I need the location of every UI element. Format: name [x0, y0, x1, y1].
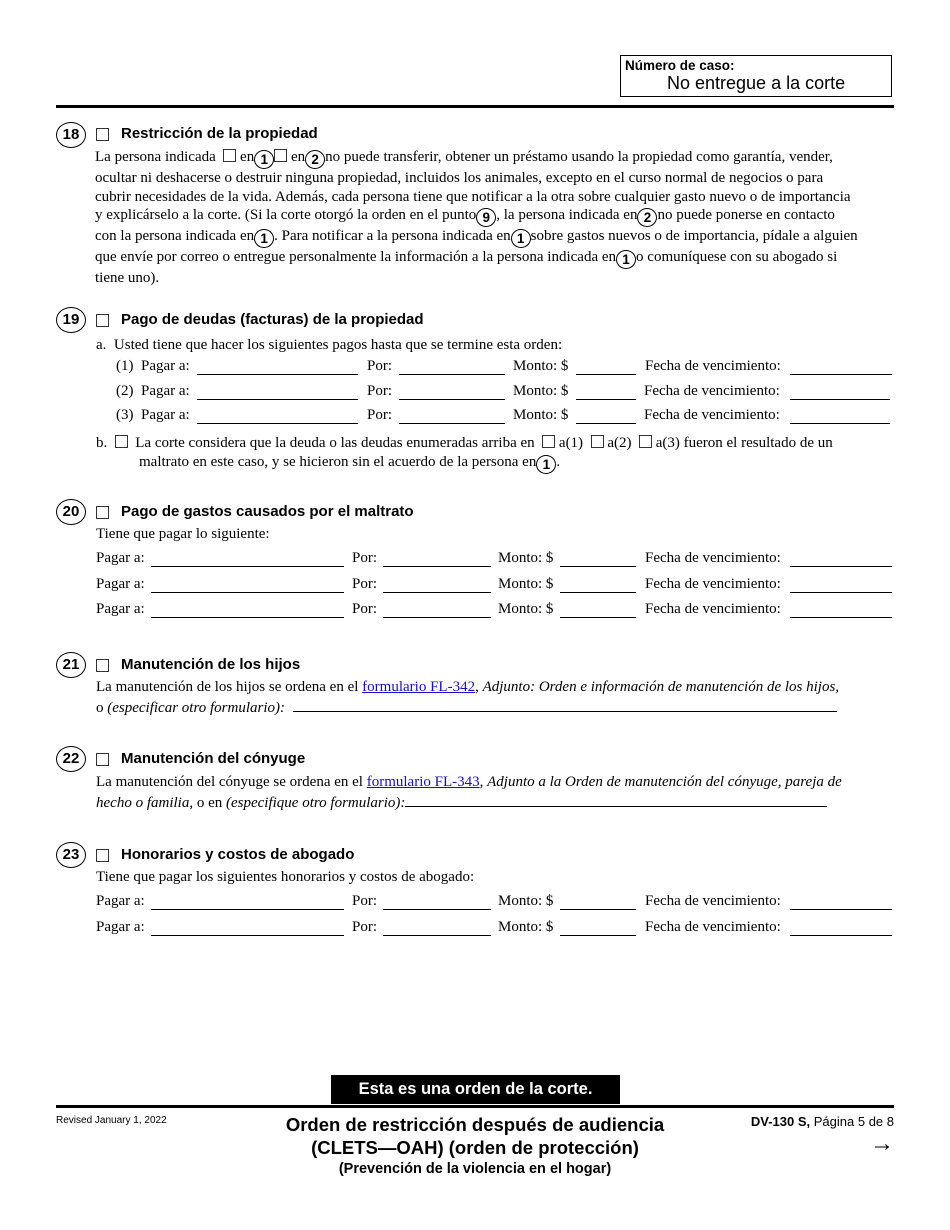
s20-3-due-field[interactable]	[790, 603, 892, 618]
s20-1-amount-field[interactable]	[560, 552, 636, 567]
s20-payment-row: Pagar a: Por: Monto: $ Fecha de vencimiento:	[96, 576, 896, 596]
s18-line-4: y explicárselo a la corte. (Si la corte otorgó la orden en el punto 9 , la persona indicada en 2 no puede ponerse en contacto	[95, 207, 835, 226]
s19-3-for-field[interactable]	[399, 409, 505, 424]
s18-line-6: que envíe por correo o entregue personalmente la información a la persona indicada en 1 o comuníquese con su abogado si	[95, 249, 838, 268]
s22-line-2: hecho o familia, o en (especifique otro formulario):	[96, 792, 827, 813]
ref-circle-2: 2	[637, 208, 657, 227]
s20-2-amount-field[interactable]	[560, 578, 636, 593]
s20-intro: Tiene que pagar lo siguiente:	[96, 526, 270, 542]
section-19-title: Pago de deudas (facturas) de la propiedad	[121, 311, 424, 328]
s23-1-for-field[interactable]	[383, 895, 491, 910]
s20-1-due-field[interactable]	[790, 552, 892, 567]
s23-1-pay-to-field[interactable]	[151, 895, 344, 910]
s19-1-due-field[interactable]	[790, 360, 892, 375]
s21-line-1: La manutención de los hijos se ordena en el formulario FL-342, Adjunto: Orden e información de manutención de los hijos,	[96, 679, 840, 695]
s18-person-2-checkbox[interactable]	[274, 149, 287, 162]
section-20-title: Pago de gastos causados por el maltrato	[121, 503, 414, 520]
s19-1-for-field[interactable]	[399, 360, 505, 375]
s20-2-for-field[interactable]	[383, 578, 491, 593]
footer-rule	[56, 1105, 894, 1108]
s23-1-amount-field[interactable]	[560, 895, 636, 910]
s19-b-checkbox[interactable]	[115, 435, 128, 448]
s19-1-pay-to-field[interactable]	[197, 360, 358, 375]
s20-2-pay-to-field[interactable]	[151, 578, 344, 593]
section-21-title: Manutención de los hijos	[121, 656, 301, 673]
section-number-18: 18	[56, 122, 86, 148]
section-19-checkbox[interactable]	[96, 314, 109, 327]
s23-2-for-field[interactable]	[383, 921, 491, 936]
court-order-banner: Esta es una orden de la corte.	[331, 1075, 620, 1104]
ref-circle-1: 1	[536, 455, 556, 474]
s19-b-a3-checkbox[interactable]	[639, 435, 652, 448]
ref-circle-1: 1	[616, 250, 636, 269]
s22-line-1: La manutención del cónyuge se ordena en el formulario FL-343, Adjunto a la Orden de manutención del cónyuge, pareja de	[96, 774, 842, 790]
s19-2-pay-to-field[interactable]	[197, 385, 358, 400]
s19-b-a1-checkbox[interactable]	[542, 435, 555, 448]
s19-a-line: a. Usted tiene que hacer los siguientes pagos hasta que se termine esta orden:	[96, 337, 563, 353]
form-title: Orden de restricción después de audiencia (CLETS—OAH) (orden de protección)	[285, 1114, 665, 1158]
next-page-arrow-icon[interactable]: →	[870, 1130, 894, 1157]
s23-intro: Tiene que pagar los siguientes honorarios y costos de abogado:	[96, 869, 475, 885]
s19-2-due-field[interactable]	[790, 385, 890, 400]
s19-1-amount-field[interactable]	[576, 360, 636, 375]
form-subtitle: (Prevención de la violencia en el hogar)	[338, 1161, 612, 1177]
s23-2-amount-field[interactable]	[560, 921, 636, 936]
section-23-title: Honorarios y costos de abogado	[121, 846, 355, 863]
case-number-box	[620, 55, 892, 97]
s19-b-line-1: b. La corte considera que la deuda o las deudas enumeradas arriba en a(1) a(2) a(3) fueron el resultado de un	[96, 435, 833, 451]
s22-other-form-field[interactable]	[405, 792, 827, 807]
section-18-body	[95, 148, 858, 288]
form-id: DV-130 S,	[750, 1114, 811, 1129]
s20-3-for-field[interactable]	[383, 603, 491, 618]
form-fl-342-link[interactable]: formulario FL-342	[362, 679, 476, 695]
s21-line-2: o (especificar otro formulario):	[96, 697, 837, 718]
s23-2-pay-to-field[interactable]	[151, 921, 344, 936]
s23-1-due-field[interactable]	[790, 895, 892, 910]
ref-circle-1: 1	[254, 229, 274, 248]
s19-2-for-field[interactable]	[399, 385, 505, 400]
s18-line-2: ocultar ni deshacerse o destruir ninguna propiedad, incluidos los animales, excepto en el curso normal de negocios o para	[95, 170, 824, 186]
s20-1-pay-to-field[interactable]	[151, 552, 344, 567]
s19-b-a2-checkbox[interactable]	[591, 435, 604, 448]
s18-line-7: tiene uno).	[95, 270, 160, 287]
s18-line-5: con la persona indicada en 1 . Para notificar a la persona indicada en 1 sobre gastos nuevos o de importancia, pídale a alguien	[95, 228, 858, 247]
revised-date: Revised January 1, 2022	[56, 1115, 167, 1126]
section-22-checkbox[interactable]	[96, 753, 109, 766]
s18-person-1-checkbox[interactable]	[223, 149, 236, 162]
page-number: Página 5 de 8	[813, 1114, 894, 1129]
s23-2-due-field[interactable]	[790, 921, 892, 936]
s19-3-pay-to-field[interactable]	[197, 409, 358, 424]
section-number-22: 22	[56, 746, 86, 772]
section-20-checkbox[interactable]	[96, 506, 109, 519]
ref-circle-1: 1	[254, 150, 274, 169]
section-18-title: Restricción de la propiedad	[121, 125, 318, 142]
section-22-title: Manutención del cónyuge	[121, 750, 306, 767]
section-number-19: 19	[56, 307, 86, 333]
section-23-checkbox[interactable]	[96, 849, 109, 862]
section-number-21: 21	[56, 652, 86, 678]
ref-circle-1: 1	[511, 229, 531, 248]
s20-2-due-field[interactable]	[790, 578, 892, 593]
s19-payment-row: (2) Pagar a: Por: Monto: $ Fecha de vencimiento:	[116, 383, 896, 403]
s18-line-1: La persona indicada en 1 en 2 no puede transferir, obtener un préstamo usando la propiedad como garantía, vender,	[95, 149, 833, 167]
s23-payment-row: Pagar a: Por: Monto: $ Fecha de vencimiento:	[96, 893, 896, 913]
s20-payment-row: Pagar a: Por: Monto: $ Fecha de vencimiento:	[96, 550, 896, 570]
section-number-20: 20	[56, 499, 86, 525]
s20-3-amount-field[interactable]	[560, 603, 636, 618]
s19-payment-row: (1) Pagar a: Por: Monto: $ Fecha de vencimiento:	[116, 358, 896, 378]
section-18-checkbox[interactable]	[96, 128, 109, 141]
s20-payment-row: Pagar a: Por: Monto: $ Fecha de vencimiento:	[96, 601, 896, 621]
s18-line-3: cubrir necesidades de la vida. Además, cada persona tiene que notificar a la otra sobre cualquier gasto nuevo o de importancia	[95, 188, 851, 205]
case-number-value: No entregue a la corte	[667, 73, 846, 93]
case-number-label: Número de caso:	[625, 58, 735, 73]
ref-circle-2: 2	[305, 150, 325, 169]
s21-other-form-field[interactable]	[293, 697, 837, 712]
s20-3-pay-to-field[interactable]	[151, 603, 344, 618]
form-page-id	[751, 1114, 894, 1129]
s19-b-line-2: maltrato en este caso, y se hicieron sin el acuerdo de la persona en 1 .	[139, 454, 561, 472]
s23-payment-row: Pagar a: Por: Monto: $ Fecha de vencimiento:	[96, 919, 896, 939]
s20-1-for-field[interactable]	[383, 552, 491, 567]
s19-2-amount-field[interactable]	[576, 385, 636, 400]
header-rule	[56, 105, 894, 108]
s19-3-due-field[interactable]	[790, 409, 890, 424]
form-fl-343-link[interactable]: formulario FL-343	[366, 774, 480, 790]
s19-payment-row: (3) Pagar a: Por: Monto: $ Fecha de vencimiento:	[116, 407, 896, 427]
s19-3-amount-field[interactable]	[576, 409, 636, 424]
section-21-checkbox[interactable]	[96, 659, 109, 672]
ref-circle-9: 9	[476, 208, 496, 227]
section-number-23: 23	[56, 842, 86, 868]
